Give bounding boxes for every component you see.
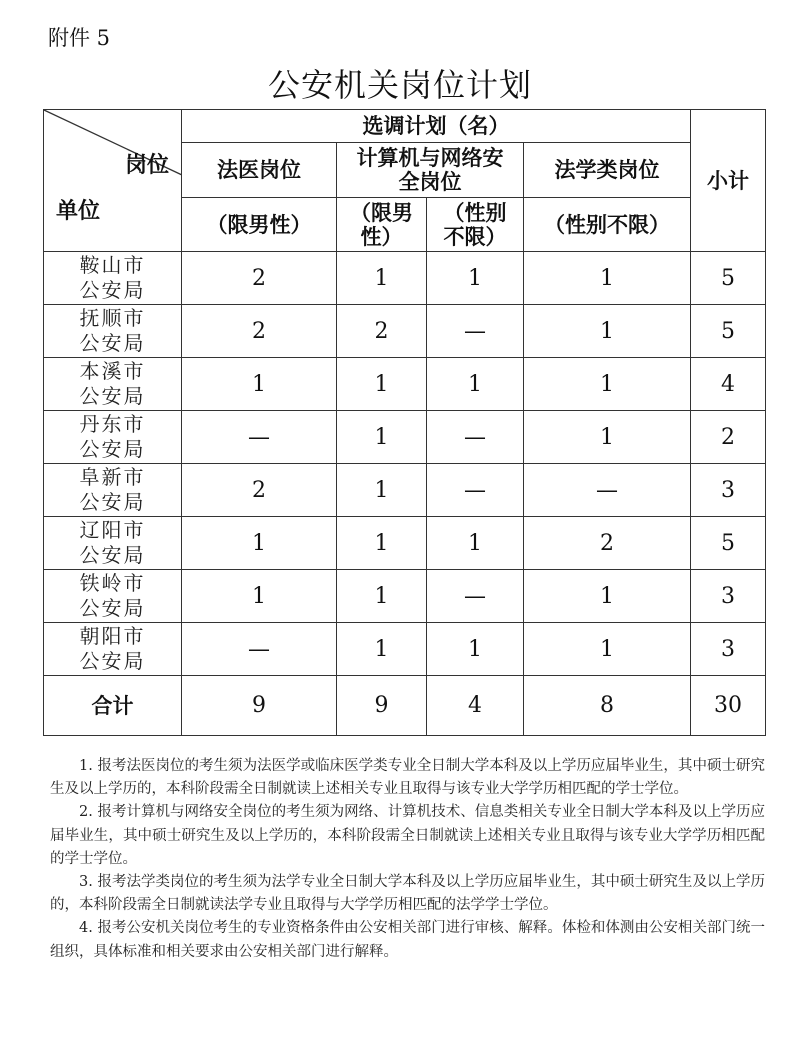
col-computer-male-label: （限男性） [350,199,413,249]
computer-any-cell: — [427,464,524,517]
computer-male-cell: 1 [337,517,427,570]
forensic-cell: 2 [182,252,337,305]
unit-cell [44,305,182,358]
computer-male-cell: 1 [337,252,427,305]
col-computer-any-note [427,198,524,252]
computer-male-cell: 1 [337,623,427,676]
unit-cell [44,252,182,305]
computer-any-cell: 1 [427,623,524,676]
computer-male-cell: 2 [337,305,427,358]
computer-male-cell: 1 [337,570,427,623]
computer-male-cell: 1 [337,411,427,464]
col-computer-header [337,143,524,198]
col-forensic-header: 法医岗位 [182,143,337,198]
computer-any-cell: 1 [427,252,524,305]
total-computer-male: 9 [337,676,427,736]
table-row [44,252,766,305]
note-item: 1. 报考法医岗位的考生须为法医学或临床医学类专业全日制大学本科及以上学历应届毕业生，其中硕士研究生及以上学历的，本科阶段需全日制就读上述相关专业且取得与该专业大学学历相匹配的学士学位。 [50,758,765,798]
table-row [44,517,766,570]
subtotal-cell: 3 [691,464,766,517]
unit-name: 丹东市公安局 [79,412,146,461]
unit-cell [44,411,182,464]
notes-section [50,755,765,964]
unit-cell [44,358,182,411]
subtotal-cell: 5 [691,305,766,358]
law-cell: 1 [524,411,691,464]
subtotal-cell: 5 [691,252,766,305]
forensic-cell: 2 [182,305,337,358]
note-item: 3. 报考法学类岗位的考生须为法学专业全日制大学本科及以上学历应届毕业生，其中硕士研究生及以上学历的，本科阶段需全日制就读法学专业且取得与大学学历相匹配的法学学士学位。 [50,874,765,914]
computer-any-cell: 1 [427,517,524,570]
forensic-cell: — [182,623,337,676]
col-computer-any-label: （性别不限） [443,199,507,249]
total-row [44,676,766,736]
note-item: 2. 报考计算机与网络安全岗位的考生须为网络、计算机技术、信息类相关专业全日制大学本科及以上学历应届毕业生，其中硕士研究生及以上学历的，本科阶段需全日制就读上述相关专业且取得与该专业大学学历相匹配的学士学位。 [50,804,765,867]
subtotal-header: 小计 [691,110,766,252]
computer-any-cell: — [427,411,524,464]
law-cell: 1 [524,305,691,358]
forensic-cell: — [182,411,337,464]
computer-male-cell: 1 [337,464,427,517]
unit-name: 辽阳市公安局 [79,518,146,567]
unit-cell [44,517,182,570]
law-cell: 1 [524,252,691,305]
unit-name: 铁岭市公安局 [79,571,146,620]
group-header: 选调计划（名） [182,110,691,143]
forensic-cell: 1 [182,358,337,411]
unit-name: 抚顺市公安局 [79,306,146,355]
note-item: 4. 报考公安机关岗位考生的专业资格条件由公安相关部门进行审核、解释。体检和体测由公安相关部门统一组织，具体标准和相关要求由公安相关部门进行解释。 [50,920,765,960]
law-cell: 1 [524,570,691,623]
table-row [44,570,766,623]
unit-cell [44,464,182,517]
col-law-header: 法学类岗位 [524,143,691,198]
law-cell: 1 [524,358,691,411]
subtotal-cell: 4 [691,358,766,411]
subtotal-cell: 3 [691,623,766,676]
total-computer-any: 4 [427,676,524,736]
total-subtotal: 30 [691,676,766,736]
corner-post-label: 岗位 [124,152,169,178]
unit-cell [44,570,182,623]
document-title: 公安机关岗位计划 [267,66,532,104]
diagonal-line [44,110,182,252]
forensic-cell: 1 [182,517,337,570]
col-computer-male-note [337,198,427,252]
forensic-cell: 2 [182,464,337,517]
total-law: 8 [524,676,691,736]
corner-header-cell [44,110,182,252]
subtotal-cell: 3 [691,570,766,623]
computer-any-cell: 1 [427,358,524,411]
total-forensic: 9 [182,676,337,736]
table-row [44,411,766,464]
col-forensic-note: （限男性） [182,198,337,252]
unit-name: 鞍山市公安局 [79,253,146,302]
subtotal-cell: 5 [691,517,766,570]
computer-any-cell: — [427,305,524,358]
col-computer-label: 计算机与网络安全岗位 [356,145,504,194]
unit-name: 阜新市公安局 [79,465,146,514]
subtotal-cell: 2 [691,411,766,464]
unit-name: 本溪市公安局 [79,359,146,408]
total-label: 合计 [44,676,182,736]
computer-male-cell: 1 [337,358,427,411]
table-row [44,358,766,411]
law-cell: 2 [524,517,691,570]
attachment-label: 附件 5 [48,26,111,50]
forensic-cell: 1 [182,570,337,623]
law-cell: — [524,464,691,517]
unit-name: 朝阳市公安局 [79,624,146,673]
table-row [44,464,766,517]
table-row [44,623,766,676]
law-cell: 1 [524,623,691,676]
corner-unit-label: 单位 [56,198,101,224]
table-row [44,305,766,358]
computer-any-cell: — [427,570,524,623]
post-plan-table [43,109,766,736]
col-law-note: （性别不限） [524,198,691,252]
unit-cell [44,623,182,676]
